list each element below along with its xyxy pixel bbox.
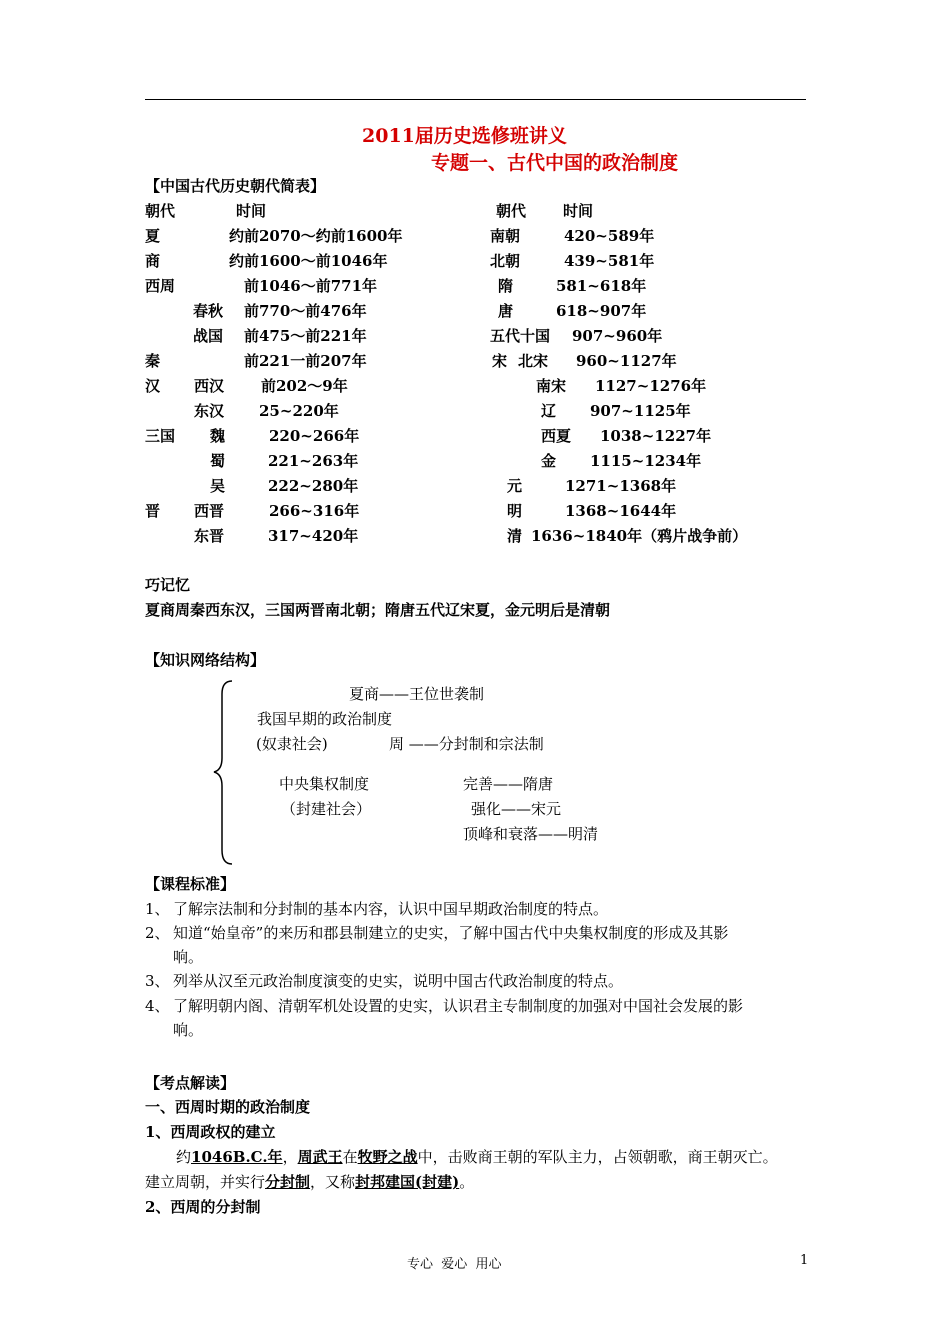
curly-brace (210, 678, 240, 868)
standard-item (145, 922, 728, 943)
header-time-right: 时间 (563, 202, 594, 220)
dynasty-time: 221~263年 (268, 452, 359, 470)
mnemonic-heading: 巧记忆 (145, 576, 191, 594)
standard-number: 2、 (145, 924, 170, 942)
text-run: ，又称 (310, 1173, 356, 1191)
paragraph-line (176, 1146, 778, 1167)
dynasty-subname: 西汉 (194, 377, 225, 395)
dynasty-time: 约前2070～约前1600年 (229, 227, 403, 245)
dynasty-subname: 吴 (210, 477, 226, 495)
dynasty-name: 春秋 (193, 302, 224, 320)
header-time-left: 时间 (236, 202, 267, 220)
paragraph-line (145, 1171, 474, 1192)
dynasty-time: 1368~1644年 (565, 502, 677, 520)
dynasty-name: 商 (145, 252, 161, 270)
footer-motto: 专心 爱心 用心 (407, 1257, 502, 1272)
keyword-battle: 牧野之战 (357, 1148, 418, 1166)
dynasty-time: 317~420年 (268, 527, 359, 545)
standard-text-continued: 响。 (173, 948, 204, 966)
standard-text: 了解明朝内阁、清朝军机处设置的史实，认识君主专制制度的加强对中国社会发展的影 (173, 997, 744, 1015)
standard-item (145, 970, 623, 991)
dynasty-name: 秦 (145, 352, 161, 370)
dynasty-subname: 魏 (210, 427, 226, 445)
dynasty-time: 1271~1368年 (565, 477, 677, 495)
dynasty-time: 前475～前221年 (244, 327, 367, 345)
header-rule (145, 99, 806, 100)
section-heading: 一、西周时期的政治制度 (145, 1098, 311, 1116)
dynasty-subname: 东汉 (194, 402, 225, 420)
dynasty-time: 960~1127年 (576, 352, 677, 370)
dynasty-name: 三国 (145, 427, 176, 445)
dynasty-name: 元 (507, 477, 523, 495)
network-stage3: 顶峰和衰落——明清 (463, 825, 599, 843)
dynasty-time: 220~266年 (269, 427, 360, 445)
keyword-date: 1046B.C.年 (191, 1148, 283, 1166)
dynasty-name: 北朝 (490, 252, 521, 270)
standard-item (145, 898, 608, 919)
standard-text: 知道“始皇帝”的来历和郡县制建立的史实，了解中国古代中央集权制度的形成及其影 (173, 924, 729, 942)
dynasty-name: 明 (507, 502, 523, 520)
dynasty-time: 420~589年 (564, 227, 655, 245)
keyword-system: 分封制 (265, 1173, 311, 1191)
dynasty-name: 南朝 (490, 227, 521, 245)
standard-text: 了解宗法制和分封制的基本内容，认识中国早期政治制度的特点。 (173, 900, 609, 918)
dynasty-time: 581~618年 (556, 277, 647, 295)
dynasty-name: 清 (507, 527, 523, 545)
network-central-society: （封建社会） (281, 800, 372, 818)
exam-points-heading: 【考点解读】 (145, 1074, 236, 1092)
subsection-heading: 1、西周政权的建立 (145, 1123, 276, 1141)
dynasty-name: 唐 (498, 302, 514, 320)
standard-number: 4、 (145, 997, 170, 1015)
dynasty-time: 907~960年 (572, 327, 663, 345)
knowledge-network-heading: 【知识网络结构】 (145, 651, 266, 669)
dynasty-subname: 蜀 (210, 452, 226, 470)
text-run: 在 (342, 1148, 358, 1166)
dynasty-time: 1115~1234年 (590, 452, 702, 470)
dynasty-name: 战国 (193, 327, 224, 345)
title-line1: 2011届历史选修班讲义 (362, 125, 567, 147)
mnemonic-text: 夏商周秦西东汉，三国两晋南北朝；隋唐五代辽宋夏，金元明后是清朝 (145, 601, 611, 619)
subsection-heading: 2、西周的分封制 (145, 1198, 261, 1216)
keyword-alias: 封邦建国(封建) (355, 1173, 460, 1191)
text-run: 。 (459, 1173, 475, 1191)
dynasty-name: 西周 (145, 277, 176, 295)
text-run: 约 (176, 1148, 192, 1166)
dynasty-subname: 辽 (541, 402, 557, 420)
dynasty-time: 618~907年 (556, 302, 647, 320)
network-stage1: 完善——隋唐 (463, 775, 554, 793)
dynasty-subname: 金 (541, 452, 557, 470)
standard-number: 1、 (145, 900, 170, 918)
standards-heading: 【课程标准】 (145, 875, 236, 893)
header-dynasty-left: 朝代 (145, 202, 176, 220)
text-run: 中，击败商王朝的军队主力，占领朝歌，商王朝灭亡。 (417, 1148, 778, 1166)
standard-text: 列举从汉至元政治制度演变的史实，说明中国古代政治制度的特点。 (173, 972, 624, 990)
standard-number: 3、 (145, 972, 170, 990)
dynasty-name: 汉 (145, 377, 161, 395)
page-number: 1 (800, 1253, 809, 1268)
dynasty-subname: 西晋 (194, 502, 225, 520)
text-run: ， (282, 1148, 298, 1166)
dynasty-time: 222~280年 (268, 477, 359, 495)
dynasty-name: 晋 (145, 502, 161, 520)
dynasty-time: 1127~1276年 (595, 377, 707, 395)
network-central-label: 中央集权制度 (279, 775, 370, 793)
dynasty-name: 隋 (498, 277, 514, 295)
dynasty-time: 907~1125年 (590, 402, 691, 420)
dynasty-time: 25~220年 (259, 402, 339, 420)
dynasty-subname: 北宋 (518, 352, 549, 370)
dynasty-time: 前221一前207年 (244, 352, 367, 370)
dynasty-subname: 南宋 (536, 377, 567, 395)
network-early-society: (奴隶社会) (256, 735, 328, 753)
network-stage2: 强化——宋元 (471, 800, 562, 818)
standard-text-continued: 响。 (173, 1021, 204, 1039)
dynasty-time: 前202～9年 (261, 377, 348, 395)
title-line2: 专题一、古代中国的政治制度 (431, 152, 679, 174)
dynasty-time: 439~581年 (564, 252, 655, 270)
dynasty-name: 夏 (145, 227, 161, 245)
network-xiashang: 夏商——王位世袭制 (349, 685, 485, 703)
dynasty-time: 前1046～前771年 (244, 277, 378, 295)
dynasty-time: 266~316年 (269, 502, 360, 520)
standard-item (145, 995, 743, 1016)
dynasty-time: 1038~1227年 (600, 427, 712, 445)
dynasty-time: 约前1600～前1046年 (229, 252, 388, 270)
dynasty-time: 前770～前476年 (244, 302, 367, 320)
dynasty-subname: 东晋 (194, 527, 225, 545)
dynasty-subname: 西夏 (541, 427, 572, 445)
dynasty-table-heading: 【中国古代历史朝代简表】 (145, 177, 326, 195)
dynasty-name: 宋 (492, 352, 508, 370)
keyword-person: 周武王 (297, 1148, 343, 1166)
network-zhou: 周 ——分封制和宗法制 (389, 735, 544, 753)
header-dynasty-right: 朝代 (496, 202, 527, 220)
text-run: 建立周朝，并实行 (145, 1173, 266, 1191)
dynasty-name: 五代十国 (490, 327, 551, 345)
network-early-label: 我国早期的政治制度 (257, 710, 393, 728)
dynasty-time: 1636~1840年（鸦片战争前） (531, 527, 748, 545)
